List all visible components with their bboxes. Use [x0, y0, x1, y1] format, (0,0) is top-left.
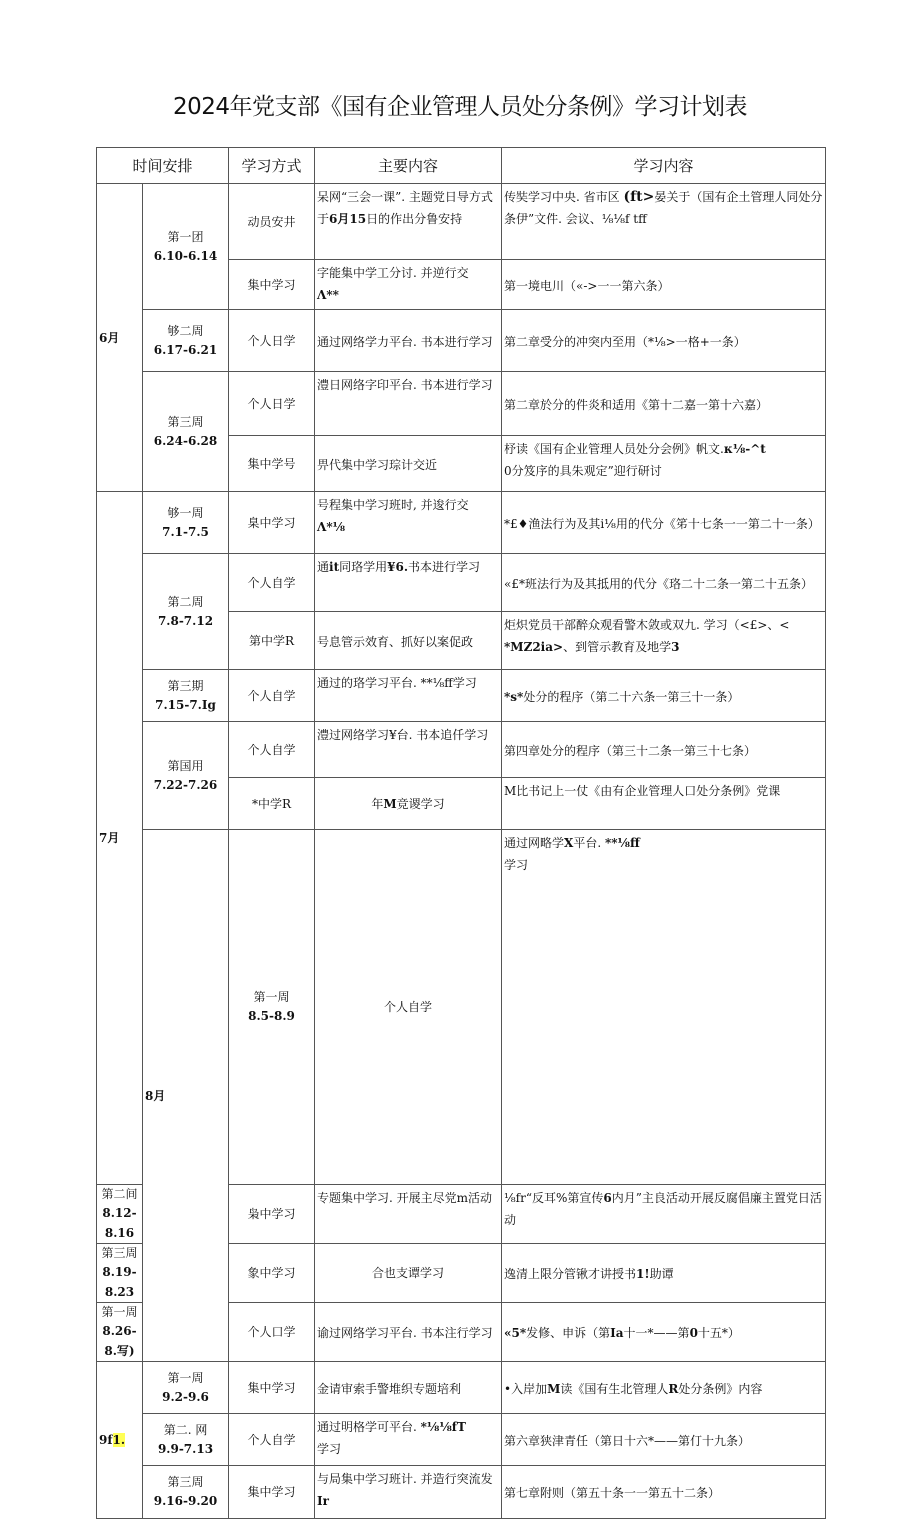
study-content-cell: 第七章附则（第五十条一一第五十二条） — [502, 1466, 826, 1519]
table-row — [97, 492, 826, 554]
study-content-cell: *s*处分的程序（第二十六条一第三十一条） — [502, 670, 826, 722]
table-row — [97, 1466, 826, 1519]
study-content-cell: 第六章狭津青任（第日十六*——第仃十九条） — [502, 1414, 826, 1466]
study-content-cell: 第四章处分的程序（第三十二条一第三十七条） — [502, 722, 826, 778]
table-header-row — [97, 148, 826, 184]
method-cell: 个人自学 — [229, 554, 315, 612]
week-cell: 第三周 6.24-6.28 — [143, 372, 229, 492]
study-content-cell: 杼读《国有企业管理人员处分会例》帆文.κ⅛-^t 0分笈序的具朱观定”迎行研讨 — [502, 436, 826, 492]
week-cell: 第国用 7.22-7.26 — [143, 722, 229, 830]
week-cell: 第三期 7.15-7.Ig — [143, 670, 229, 722]
method-cell: *中学R — [229, 778, 315, 830]
main-content-cell: 号程集中学习班时, 并逡行交 Λ*⅛ — [315, 492, 502, 554]
study-content-cell: 逸清上限分管锹才讲授书1!助谭 — [502, 1244, 826, 1303]
study-content-cell: 第二章受分的冲突内至用（*⅛>一格+一条） — [502, 310, 826, 372]
main-content-cell: 合也支谭学习 — [315, 1244, 502, 1303]
table-row — [97, 830, 826, 1185]
study-content-cell: 第二章於分的件炎和适用《第十二嘉一第十六嘉） — [502, 372, 826, 436]
week-cell: 第三周 9.16-9.20 — [143, 1466, 229, 1519]
method-cell: 个人自学 — [229, 670, 315, 722]
method-cell: 集中学习 — [229, 260, 315, 310]
table-row — [97, 554, 826, 612]
week-cell: 第二周 7.8-7.12 — [143, 554, 229, 670]
main-content-cell: 呆网“三会一课”. 主题党日导方式于6月15日的作出分鲁安持 — [315, 184, 502, 260]
main-content-cell: 通过网络学力平台. 书本进行学习 — [315, 310, 502, 372]
main-content-cell: 澧日网络字印平台. 书本进行学习 — [315, 372, 502, 436]
header-method: 学习方式 — [229, 148, 315, 184]
table-row — [97, 372, 826, 436]
method-cell: 个人日学 — [229, 372, 315, 436]
week-cell: 第一团 6.10-6.14 — [143, 184, 229, 310]
method-cell: 第中学R — [229, 612, 315, 670]
week-cell: 第一周 8.26-8.写) — [97, 1303, 143, 1362]
main-content-cell: 专题集中学习. 开展主尽党m活动 — [315, 1185, 502, 1244]
main-content-cell: 通it同珞学用¥6.书本进行学习 — [315, 554, 502, 612]
method-cell: 集中学号 — [229, 436, 315, 492]
week-cell: 第二间 8.12-8.16 — [97, 1185, 143, 1244]
study-content-cell: «£*班法行为及其抵用的代分《珞二十二条一第二十五条） — [502, 554, 826, 612]
table-row — [97, 670, 826, 722]
main-content-cell: 谕过网络学习平台. 书本注行学习 — [315, 1303, 502, 1362]
main-content-cell: 通过的珞学习平台. **⅛ff学习 — [315, 670, 502, 722]
page-title: 2024年党支部《国有企业管理人员处分条例》学习计划表 — [172, 94, 748, 120]
table-row — [97, 184, 826, 260]
study-plan-table — [96, 147, 826, 1519]
method-cell: 集中学习 — [229, 1362, 315, 1414]
main-content-cell: 畀代集中学习琮计交近 — [315, 436, 502, 492]
method-cell: 枭中学习 — [229, 1185, 315, 1244]
main-content-cell: 字能集中学工分讨. 并逆行交 Λ** — [315, 260, 502, 310]
week-cell: 第一周 9.2-9.6 — [143, 1362, 229, 1414]
method-cell: 臬中学习 — [229, 492, 315, 554]
study-content-cell: ⅛fr“反耳%第宣传6内月”主良活动开展反腐倡廉主置党日活动 — [502, 1185, 826, 1244]
study-content-cell: *£♦渔法行为及其i⅛用的代分《笫十七条一一第二十一条） — [502, 492, 826, 554]
week-cell: 第一周 8.5-8.9 — [229, 830, 315, 1185]
month-june: 6月 — [97, 184, 143, 492]
study-content-cell: «5*发修、申诉（第Ia十一*——第0十五*） — [502, 1303, 826, 1362]
main-content-cell: 年M竞谡学习 — [315, 778, 502, 830]
week-cell: 第三周 8.19-8.23 — [97, 1244, 143, 1303]
table-row — [97, 310, 826, 372]
method-cell: 个人自学 — [229, 1414, 315, 1466]
header-study: 学习内容 — [502, 148, 826, 184]
table-row — [97, 722, 826, 778]
study-content-cell: 第一境电川（«->一一第六条） — [502, 260, 826, 310]
method-cell: 象中学习 — [229, 1244, 315, 1303]
method-cell: 个人日学 — [229, 310, 315, 372]
method-cell: 个人自学 — [315, 830, 502, 1185]
main-content-cell: 澧过网络学习¥台. 书本追仟学习 — [315, 722, 502, 778]
month-september: 9f1. — [97, 1362, 143, 1519]
method-cell: 集中学习 — [229, 1466, 315, 1519]
week-cell: 第二. 网 9.9-7.13 — [143, 1414, 229, 1466]
study-content-cell: M比书记上一仗《由有企业管理人口处分条例》党课 — [502, 778, 826, 830]
main-content-cell: 与局集中学习班计. 并造行突流发Ir — [315, 1466, 502, 1519]
main-content-cell: 通过网略学X平台. **⅛ff 学习 — [502, 830, 826, 1185]
header-time: 时间安排 — [97, 148, 229, 184]
method-cell: 动员安井 — [229, 184, 315, 260]
table-row — [97, 1362, 826, 1414]
main-content-cell: 通过明格学可平台. *⅛⅛fT 学习 — [315, 1414, 502, 1466]
study-content-cell: 传奘学习中央. 省市区 (ft>晏关于（国有企土管理人同处分条伊”文件. 会议、⅛⅛f tff — [502, 184, 826, 260]
method-cell: 个人自学 — [229, 722, 315, 778]
week-cell: 够二周 6.17-6.21 — [143, 310, 229, 372]
week-cell: 够一周 7.1-7.5 — [143, 492, 229, 554]
main-content-cell: 金请审索手警堆织专题培利 — [315, 1362, 502, 1414]
header-main: 主要内容 — [315, 148, 502, 184]
method-cell: 个人口学 — [229, 1303, 315, 1362]
month-july: 7月 — [97, 492, 143, 1185]
table-row — [97, 1414, 826, 1466]
main-content-cell: 号息管示效育、抓好以案促政 — [315, 612, 502, 670]
study-content-cell: •入岸加M读《国有生北管理人R处分条例》内容 — [502, 1362, 826, 1414]
month-august: 8月 — [143, 830, 229, 1362]
study-content-cell: 炬炽党员干部醉众观看警木敛或双九. 学习（<£>、< *MZ2ia>、到管示教育及地学3 — [502, 612, 826, 670]
